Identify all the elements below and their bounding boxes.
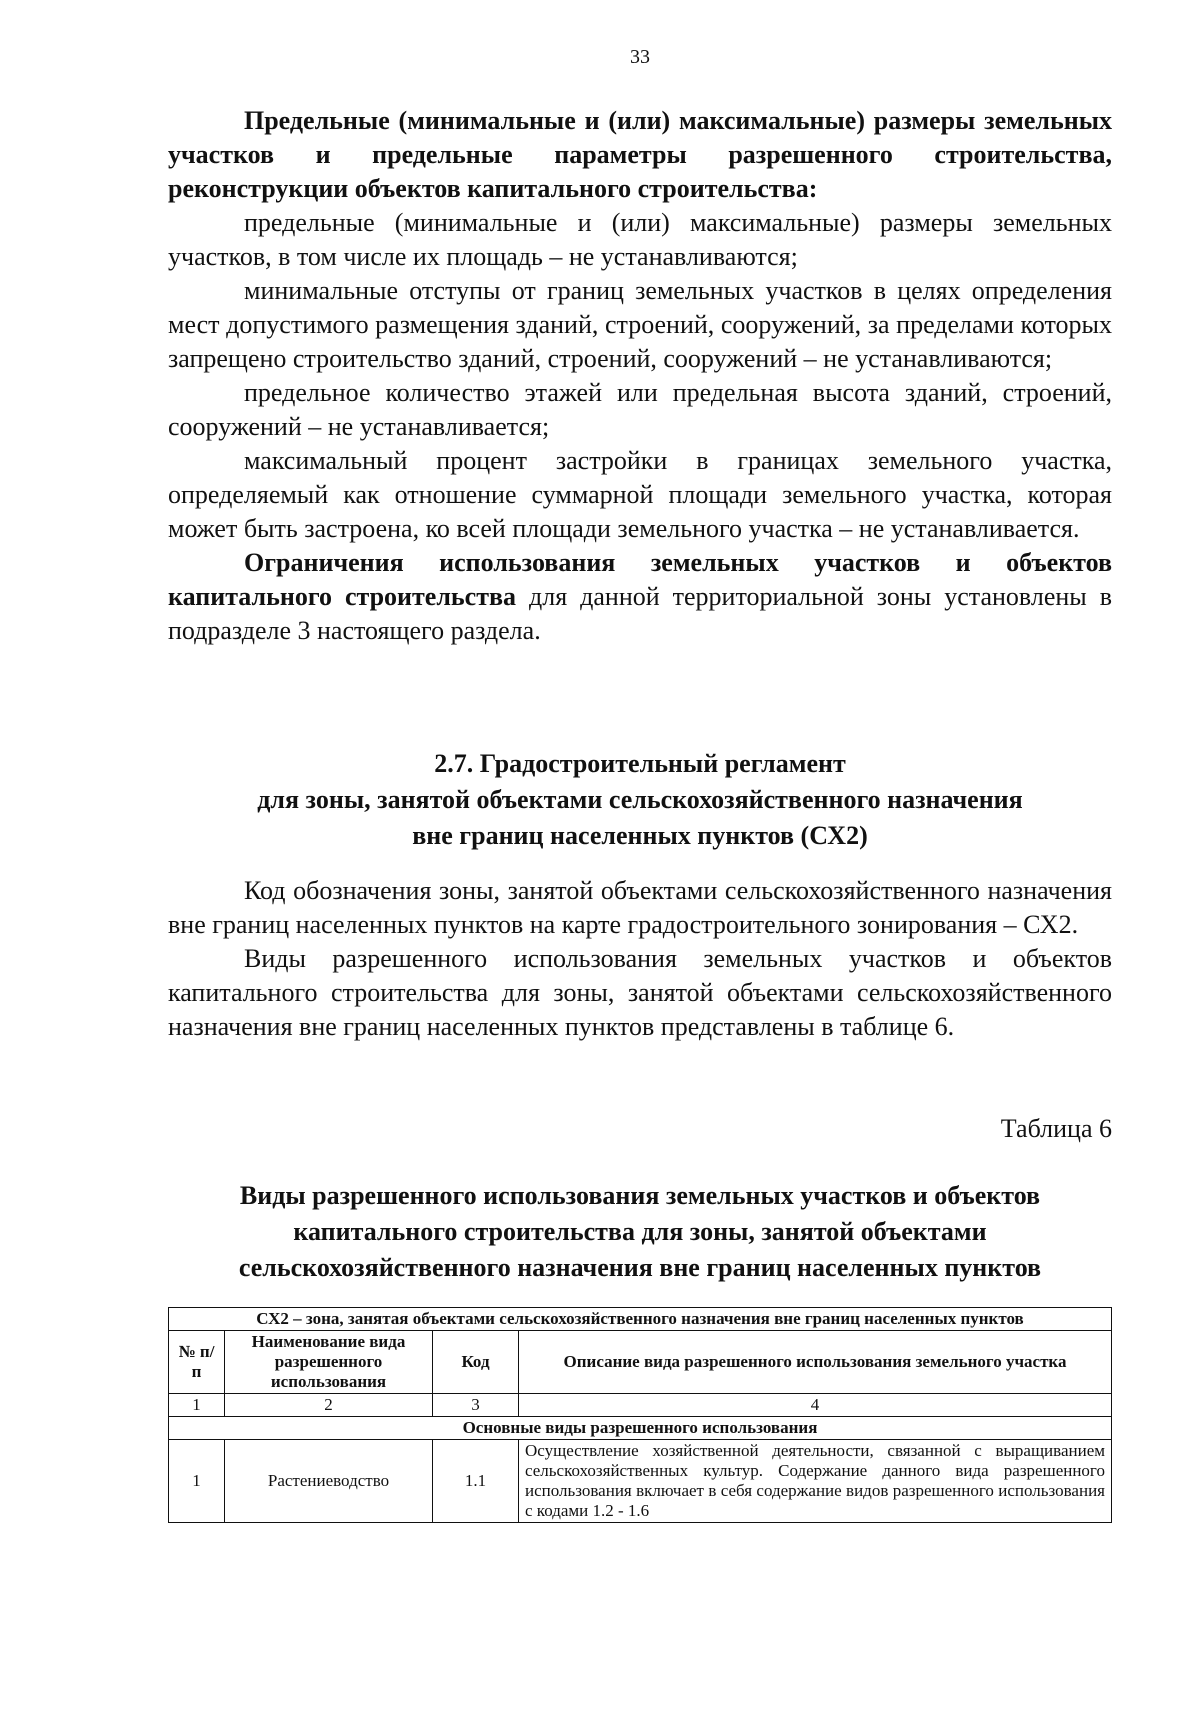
paragraph-coverage: максимальный процент застройки в границах земельного участка, определяемый как отношение суммарной площади земельного участка, которая может быть застроена, ко всей площади земельного участка – не устанавливается. bbox=[168, 446, 1112, 543]
row-use-name: Растениеводство bbox=[225, 1440, 433, 1523]
table-title bbox=[168, 1178, 1112, 1286]
table-title-line2: капитального строительства для зоны, занятой объектами bbox=[293, 1217, 987, 1246]
column-header-code: Код bbox=[433, 1331, 519, 1394]
section-title bbox=[168, 746, 1112, 854]
column-header-name: Наименование вида разрешенного использования bbox=[225, 1331, 433, 1394]
restrictions-bold: Ограничения использования земельных участков и объектов капитального строительства bbox=[168, 548, 1112, 611]
zone-description bbox=[168, 874, 1112, 1044]
column-number: 4 bbox=[519, 1394, 1112, 1417]
column-number: 3 bbox=[433, 1394, 519, 1417]
row-use-code: 1.1 bbox=[433, 1440, 519, 1523]
table-label: Таблица 6 bbox=[1000, 1114, 1112, 1143]
table-row bbox=[169, 1440, 1112, 1523]
column-header-description: Описание вида разрешенного использования земельного участка bbox=[519, 1331, 1112, 1394]
table-zone-header: СХ2 – зона, занятая объектами сельскохозяйственного назначения вне границ населенных пунктов bbox=[169, 1308, 1112, 1331]
restrictions-rest: для данной территориальной зоны установлены в подразделе 3 настоящего раздела. bbox=[168, 582, 1112, 645]
table-title-line1: Виды разрешенного использования земельных участков и объектов bbox=[239, 1181, 1041, 1210]
column-header-number: № п/п bbox=[169, 1331, 225, 1394]
uses-table bbox=[168, 1307, 1112, 1523]
paragraph-setbacks: минимальные отступы от границ земельных участков в целях определения мест допустимого размещения зданий, строений, сооружений, за пределами которых запрещено строительство зданий, строений, сооружений – не устанавливаются; bbox=[168, 276, 1112, 373]
group-header-main-uses: Основные виды разрешенного использования bbox=[169, 1417, 1112, 1440]
paragraph-plot-sizes: предельные (минимальные и (или) максимальные) размеры земельных участков, в том числе их площадь – не устанавливаются; bbox=[168, 208, 1112, 271]
column-number: 1 bbox=[169, 1394, 225, 1417]
table-title-line3: сельскохозяйственного назначения вне границ населенных пунктов bbox=[238, 1253, 1042, 1282]
section-title-line1: 2.7. Градостроительный регламент bbox=[434, 749, 846, 778]
paragraph-floors: предельное количество этажей или предельная высота зданий, строений, сооружений – не устанавливается; bbox=[168, 378, 1112, 441]
column-numbers-row bbox=[169, 1394, 1112, 1417]
section-title-line3: вне границ населенных пунктов (СХ2) bbox=[412, 821, 868, 850]
paragraph-zone-code: Код обозначения зоны, занятой объектами сельскохозяйственного назначения вне границ населенных пунктов на карте градостроительного зонирования – СХ2. bbox=[168, 876, 1112, 939]
page-number: 33 bbox=[630, 46, 650, 68]
row-number: 1 bbox=[169, 1440, 225, 1523]
paragraph-zone-uses: Виды разрешенного использования земельных участков и объектов капитального строительства для зоны, занятой объектами сельскохозяйственного назначения вне границ населенных пунктов представлены в таблице 6. bbox=[168, 944, 1112, 1041]
column-number: 2 bbox=[225, 1394, 433, 1417]
paragraph-restrictions bbox=[168, 546, 1112, 648]
row-use-description: Осуществление хозяйственной деятельности, связанной с выращиванием сельскохозяйственных культур. Содержание данного вида разрешенного использования включает в себя содержание видов разрешенного использования с кодами 1.2 - 1.6 bbox=[519, 1440, 1112, 1523]
limits-heading: Предельные (минимальные и (или) максимальные) размеры земельных участков и предельные параметры разрешенного строительства, реконструкции объектов капитального строительства: bbox=[168, 106, 1112, 203]
section-title-line2: для зоны, занятой объектами сельскохозяйственного назначения bbox=[257, 785, 1023, 814]
limits-section bbox=[168, 104, 1112, 648]
